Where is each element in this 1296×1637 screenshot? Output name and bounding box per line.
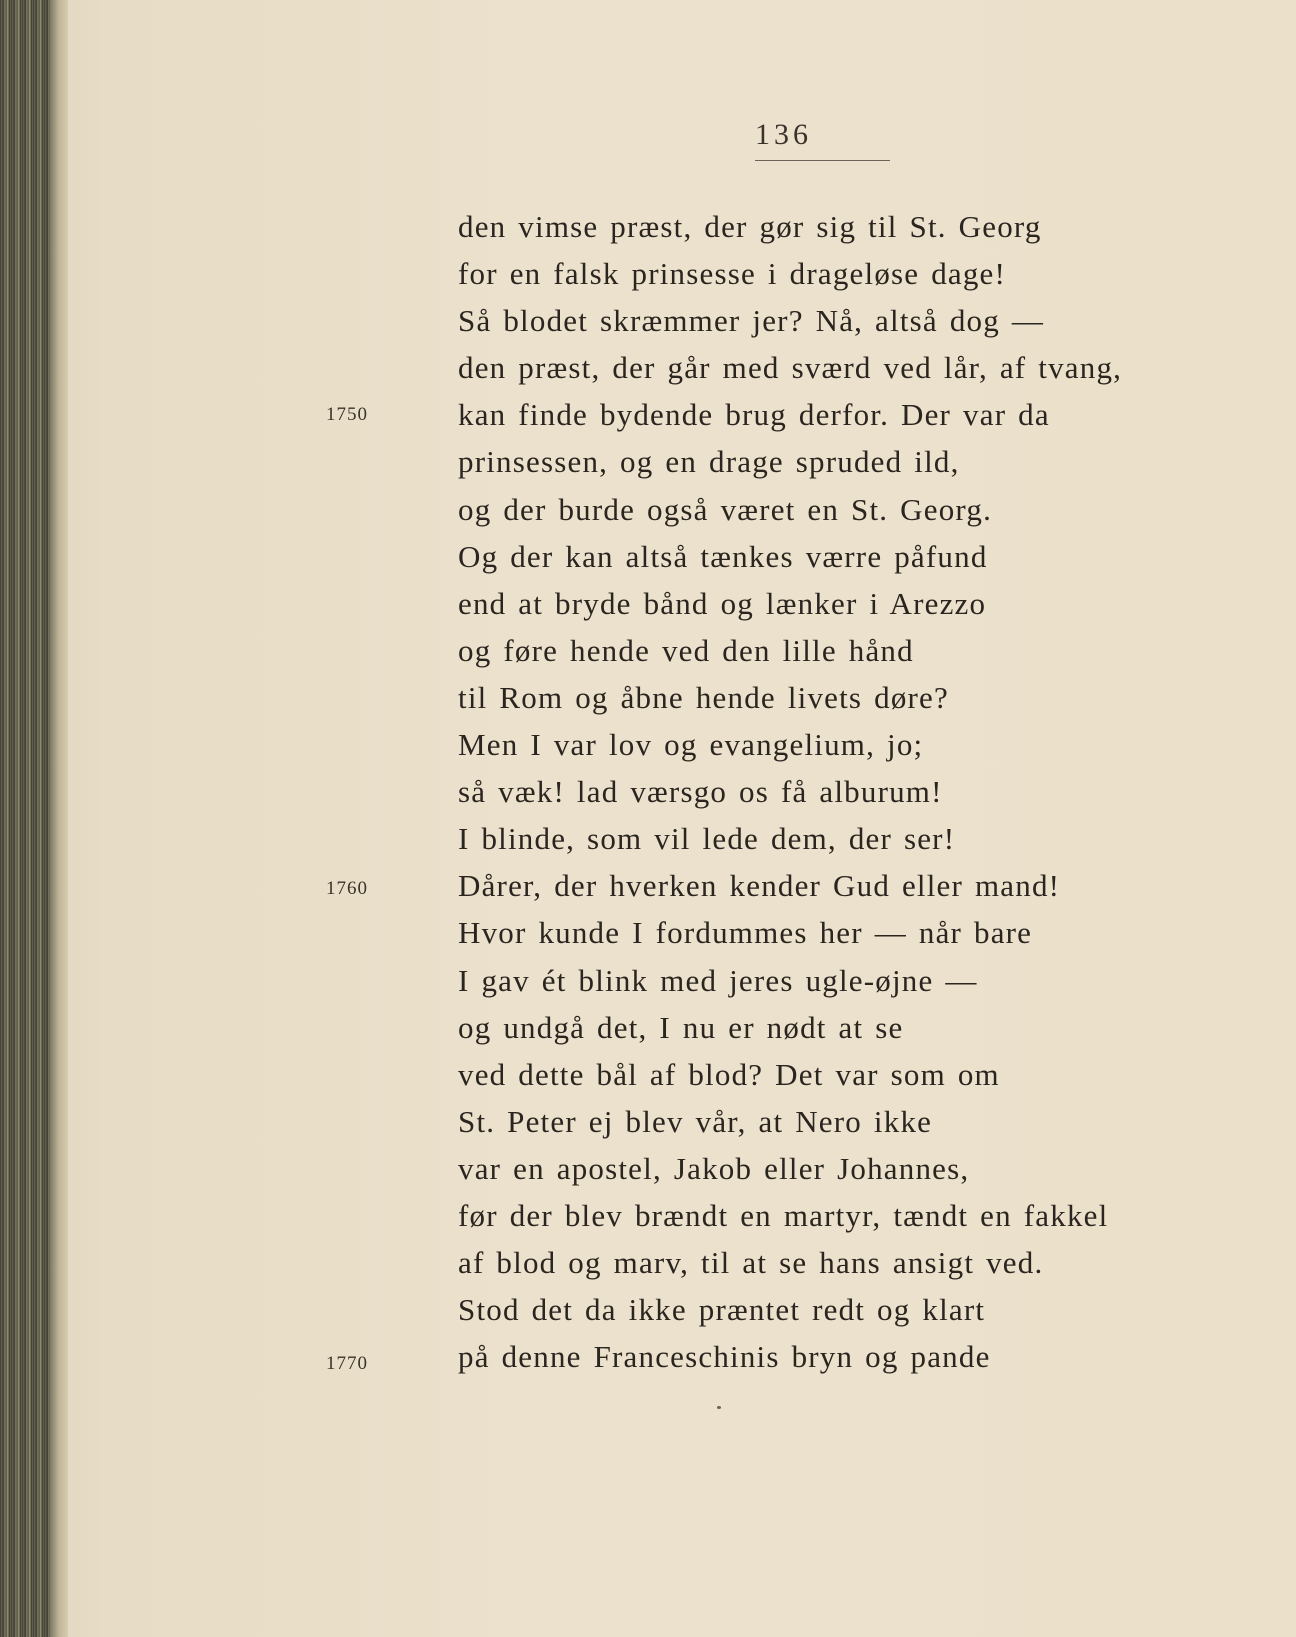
- verse-line: kan finde bydende brug derfor. Der var da: [458, 397, 1050, 433]
- verse-line: til Rom og åbne hende livets døre?: [458, 679, 949, 715]
- verse-line: og undgå det, I nu er nødt at se: [458, 1009, 904, 1045]
- verse-line: I blinde, som vil lede dem, der ser!: [458, 821, 956, 857]
- verse-line: så væk! lad værsgo os få alburum!: [458, 774, 943, 810]
- verse-line: I gav ét blink med jeres ugle-øjne —: [458, 962, 978, 998]
- verse-line: prinsessen, og en drage spruded ild,: [458, 444, 960, 480]
- line-number-1770: 1770: [326, 1353, 368, 1374]
- verse-line: St. Peter ej blev vår, at Nero ikke: [458, 1103, 933, 1139]
- verse-line: Og der kan altså tænkes værre påfund: [458, 538, 988, 574]
- verse-line: var en apostel, Jakob eller Johannes,: [458, 1150, 970, 1186]
- verse-line: den vimse præst, der gør sig til St. Georg: [458, 209, 1042, 244]
- verse-line: af blod og marv, til at se hans ansigt ved.: [458, 1245, 1044, 1281]
- paper-speck: [717, 1406, 721, 1409]
- verse-line: den præst, der går med sværd ved lår, af tvang,: [458, 350, 1123, 386]
- poem-text: [458, 203, 1198, 1380]
- verse-line: Så blodet skræmmer jer? Nå, altså dog —: [458, 303, 1045, 339]
- verse-line: Dårer, der hverken kender Gud eller mand!: [458, 868, 1061, 904]
- line-number-1760: 1760: [326, 878, 368, 899]
- verse-line: Hvor kunde I fordummes her — når bare: [458, 915, 1033, 951]
- verse-line: for en falsk prinsesse i drageløse dage!: [458, 256, 1007, 292]
- page-number-rule: [755, 160, 890, 161]
- verse-line: og der burde også været en St. Georg.: [458, 491, 993, 527]
- verse-line: ved dette bål af blod? Det var som om: [458, 1056, 1000, 1092]
- verse-line: Stod det da ikke præntet redt og klart: [458, 1292, 986, 1328]
- verse-line: og føre hende ved den lille hånd: [458, 632, 914, 668]
- page-number: 136: [755, 118, 812, 151]
- verse-line: end at bryde bånd og lænker i Arezzo: [458, 585, 987, 621]
- verse-line: på denne Franceschinis bryn og pande: [458, 1339, 991, 1375]
- verse-line: Men I var lov og evangelium, jo;: [458, 727, 924, 763]
- page-edge: [50, 0, 68, 1637]
- line-number-1750: 1750: [326, 404, 368, 425]
- verse-line: før der blev brændt en martyr, tændt en fakkel: [458, 1197, 1109, 1233]
